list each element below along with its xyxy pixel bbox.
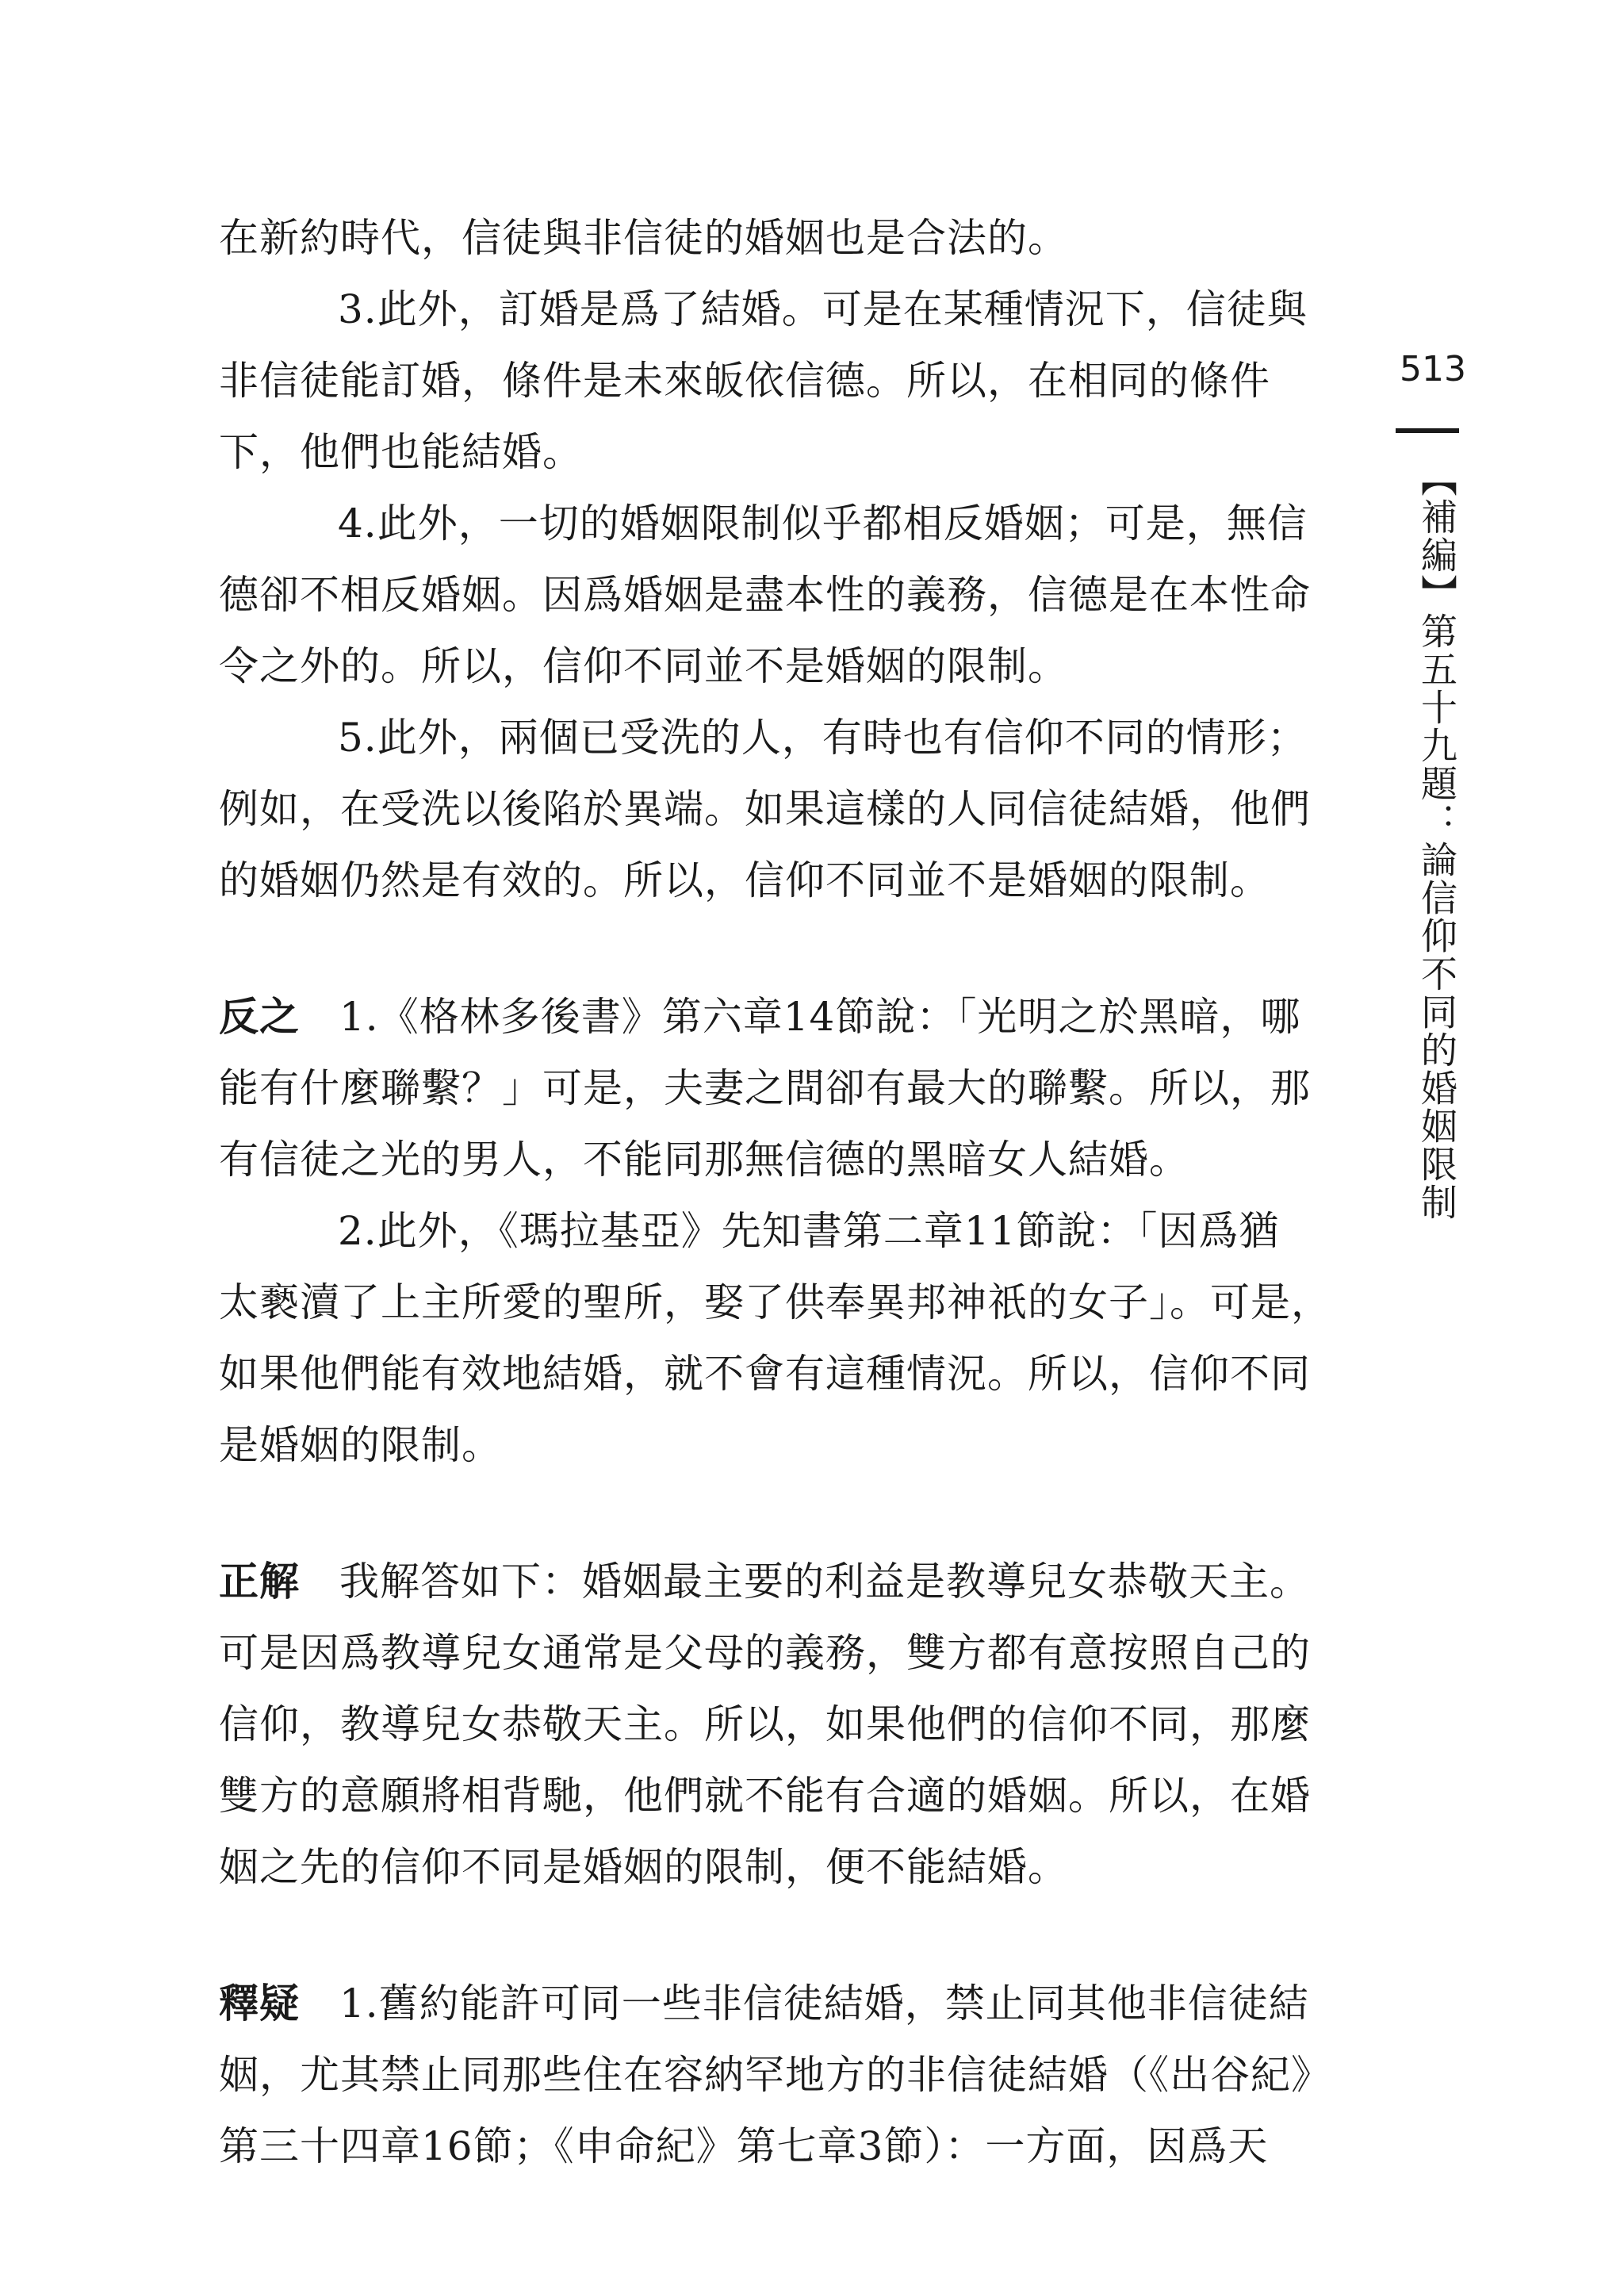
paragraph-answer bbox=[219, 1546, 1361, 1903]
text-line: 第三十四章16節；《申命紀》第七章3節）：一方面，因爲天 bbox=[219, 2123, 1269, 2169]
paragraph bbox=[219, 274, 1361, 488]
text-line: 雙方的意願將相背馳，他們就不能有合適的婚姻。所以，在婚 bbox=[219, 1773, 1311, 1819]
text-line: 信仰，教導兒女恭敬天主。所以，如果他們的信仰不同，那麼 bbox=[219, 1701, 1311, 1747]
text-line: 令之外的。所以，信仰不同並不是婚姻的限制。 bbox=[219, 643, 1068, 689]
text-run: 1.《格林多後書》第六章14節說：「光明之於黑暗，哪 bbox=[339, 994, 1301, 1040]
text-line: 3.此外，訂婚是爲了結婚。可是在某種情況下，信徒與 bbox=[338, 286, 1308, 332]
text-line: 非信徒能訂婚，條件是未來皈依信德。所以，在相同的條件 bbox=[219, 358, 1270, 404]
text-line: 能有什麼聯繫？」可是，夫妻之間卻有最大的聯繫。所以，那 bbox=[219, 1065, 1311, 1111]
text-line: 姻，尤其禁止同那些住在容納罕地方的非信徒結婚（《出谷紀》 bbox=[219, 2052, 1331, 2098]
text-line: 的婚姻仍然是有效的。所以，信仰不同並不是婚姻的限制。 bbox=[219, 857, 1270, 903]
text-line: 可是因爲教導兒女通常是父母的義務，雙方都有意按照自己的 bbox=[219, 1630, 1311, 1676]
text-run: 1.舊約能許可同一些非信徒結婚，禁止同其他非信徒結 bbox=[339, 1980, 1309, 2027]
paragraph bbox=[219, 488, 1361, 702]
text-line: 例如，在受洗以後陷於異端。如果這樣的人同信徒結婚，他們 bbox=[219, 786, 1311, 832]
text-line: 下，他們也能結婚。 bbox=[219, 429, 583, 475]
text-line: 德卻不相反婚姻。因爲婚姻是盡本性的義務，信德是在本性命 bbox=[219, 572, 1311, 618]
section-gap bbox=[219, 1481, 1361, 1546]
text-line: 如果他們能有效地結婚，就不會有這種情況。所以，信仰不同 bbox=[219, 1351, 1311, 1397]
body-text bbox=[219, 202, 1361, 2182]
section-heading-reply: 釋疑 bbox=[219, 1980, 300, 2027]
running-head: 【補編】第五十九題：論信仰不同的婚姻限制 bbox=[1415, 460, 1458, 1221]
text-line: 是婚姻的限制。 bbox=[219, 1422, 502, 1468]
paragraph-reply bbox=[219, 1968, 1361, 2182]
section-heading-contra: 反之 bbox=[219, 994, 300, 1040]
text-line: 有信徒之光的男人，不能同那無信德的黑暗女人結婚。 bbox=[219, 1137, 1189, 1183]
text-run: 我解答如下：婚姻最主要的利益是教導兒女恭敬天主。 bbox=[339, 1559, 1310, 1605]
paragraph bbox=[219, 1195, 1361, 1481]
text-line bbox=[219, 1968, 1361, 2039]
paragraph bbox=[219, 202, 1361, 274]
section-gap bbox=[219, 1903, 1361, 1968]
text-line: 4.此外，一切的婚姻限制似乎都相反婚姻；可是，無信 bbox=[338, 500, 1308, 546]
section-gap bbox=[219, 916, 1361, 981]
text-line bbox=[219, 981, 1361, 1053]
text-line: 姻之先的信仰不同是婚姻的限制，便不能結婚。 bbox=[219, 1844, 1068, 1890]
text-line bbox=[219, 1546, 1361, 1617]
text-line: 2.此外，《瑪拉基亞》先知書第二章11節說：「因爲猶 bbox=[338, 1208, 1280, 1254]
paragraph-contra bbox=[219, 981, 1361, 1195]
text-line: 5.此外，兩個已受洗的人，有時也有信仰不同的情形； bbox=[338, 715, 1308, 761]
paragraph bbox=[219, 702, 1361, 916]
text-line: 太褻瀆了上主所愛的聖所，娶了供奉異邦神祇的女子」。可是， bbox=[219, 1279, 1331, 1325]
page-number: 513 bbox=[1400, 349, 1466, 389]
section-heading-answer: 正解 bbox=[219, 1559, 300, 1605]
margin-rule bbox=[1396, 428, 1459, 433]
text-line: 在新約時代，信徒與非信徒的婚姻也是合法的。 bbox=[219, 215, 1068, 261]
